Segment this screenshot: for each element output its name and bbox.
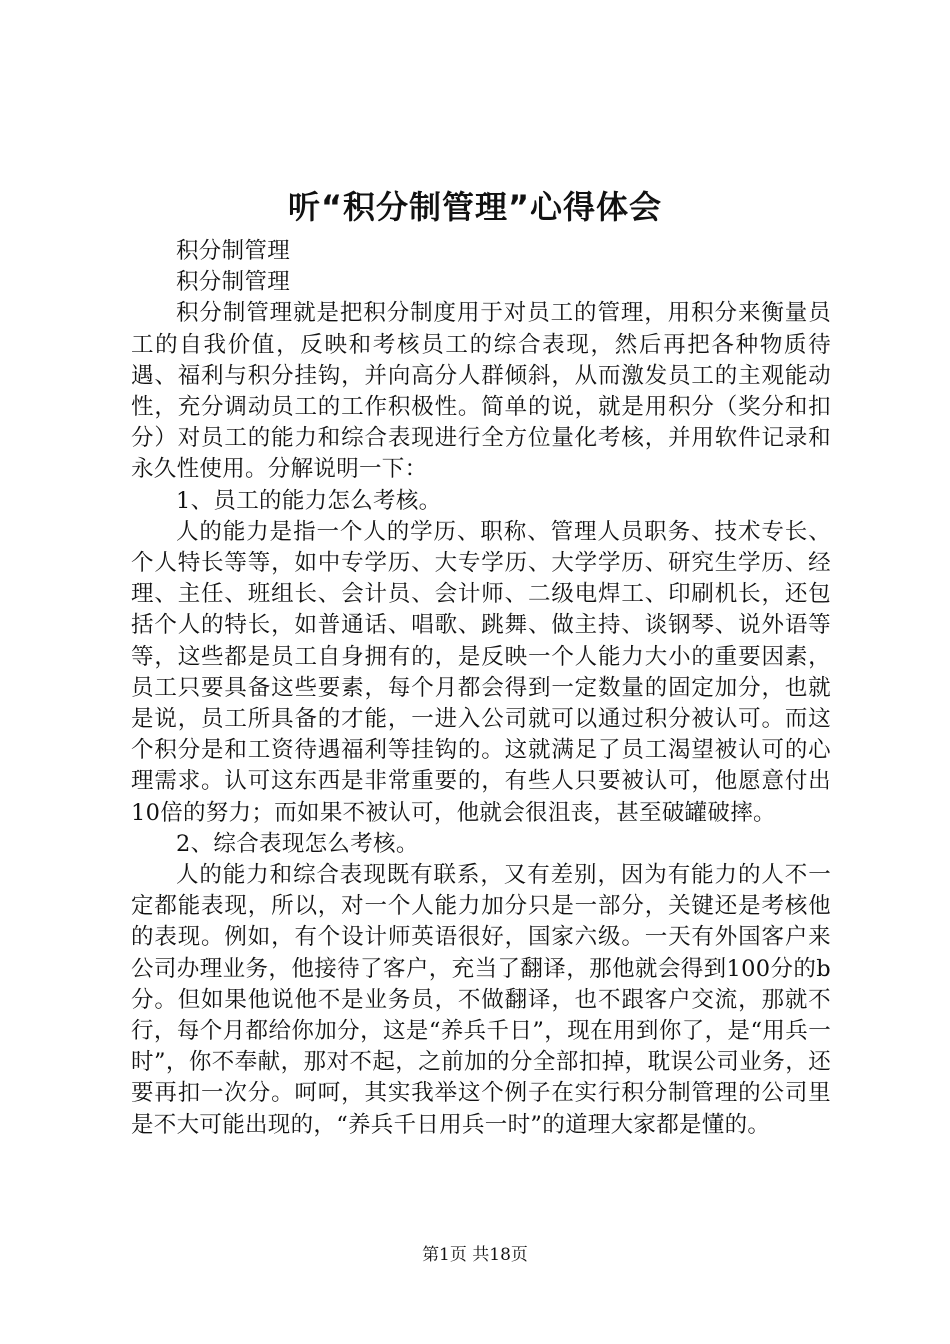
section-heading-performance: 2、综合表现怎么考核。 — [176, 830, 419, 857]
paragraph-ability: 人的能力是指一个人的学历、职称、管理人员职务、技术专长、个人特长等等，如中专学历、大专学历、大学学历、研究生学历、经理、主任、班组长、会计员、会计师、二级电焊工、印刷机长，还包括个人的特长，如普通话、唱歌、跳舞、做主持、谈钢琴、说外语等等，这些都是员工自身拥有的，是反映一个人能力大小的重要因素，员工只要具备这些要素，每个月都会得到一定数量的固定加分，也就是说，员工所具备的才能，一进入公司就可以通过积分被认可。而这个积分是和工资待遇福利等挂钩的。这就满足了员工渴望被认可的心理需求。认可这东西是非常重要的，有些人只要被认可，他愿意付出10倍的努力；而如果不被认可，他就会很沮丧，甚至破罐破摔。 — [131, 518, 831, 826]
section-heading-ability: 1、员工的能力怎么考核。 — [176, 487, 442, 514]
page-footer: 第1页 共18页 — [422, 1245, 528, 1265]
paragraph-heading-1: 积分制管理 — [176, 238, 291, 264]
paragraph-definition: 积分制管理就是把积分制度用于对员工的管理，用积分来衡量员工的自我价值，反映和考核员工的综合表现，然后再把各种物质待遇、福利与积分挂钩，并向高分人群倾斜，从而激发员工的主观能动性，充分调动员工的工作积极性。简单的说，就是用积分（奖分和扣分）对员工的能力和综合表现进行全方位量化考核，并用软件记录和永久性使用。分解说明一下： — [131, 300, 831, 483]
paragraph-performance: 人的能力和综合表现既有联系，又有差别，因为有能力的人不一定都能表现，所以，对一个人能力加分只是一部分，关键还是考核他的表现。例如，有个设计师英语很好，国家六级。一天有外国客户来公司办理业务，他接待了客户，充当了翻译，那他就会得到100分的b分。但如果他说他不是业务员，不做翻译，也不跟客户交流，那就不行，每个月都给你加分，这是“养兵千日”，现在用到你了，是“用兵一时”，你不奉献，那对不起，之前加的分全部扣掉，耽误公司业务，还要再扣一次分。呵呵，其实我举这个例子在实行积分制管理的公司里是不大可能出现的，“养兵千日用兵一时”的道理大家都是懂的。 — [131, 862, 831, 1138]
paragraph-heading-2: 积分制管理 — [176, 269, 291, 296]
document-body — [131, 236, 831, 1141]
document-title: 听“积分制管理”心得体会 — [287, 188, 663, 226]
